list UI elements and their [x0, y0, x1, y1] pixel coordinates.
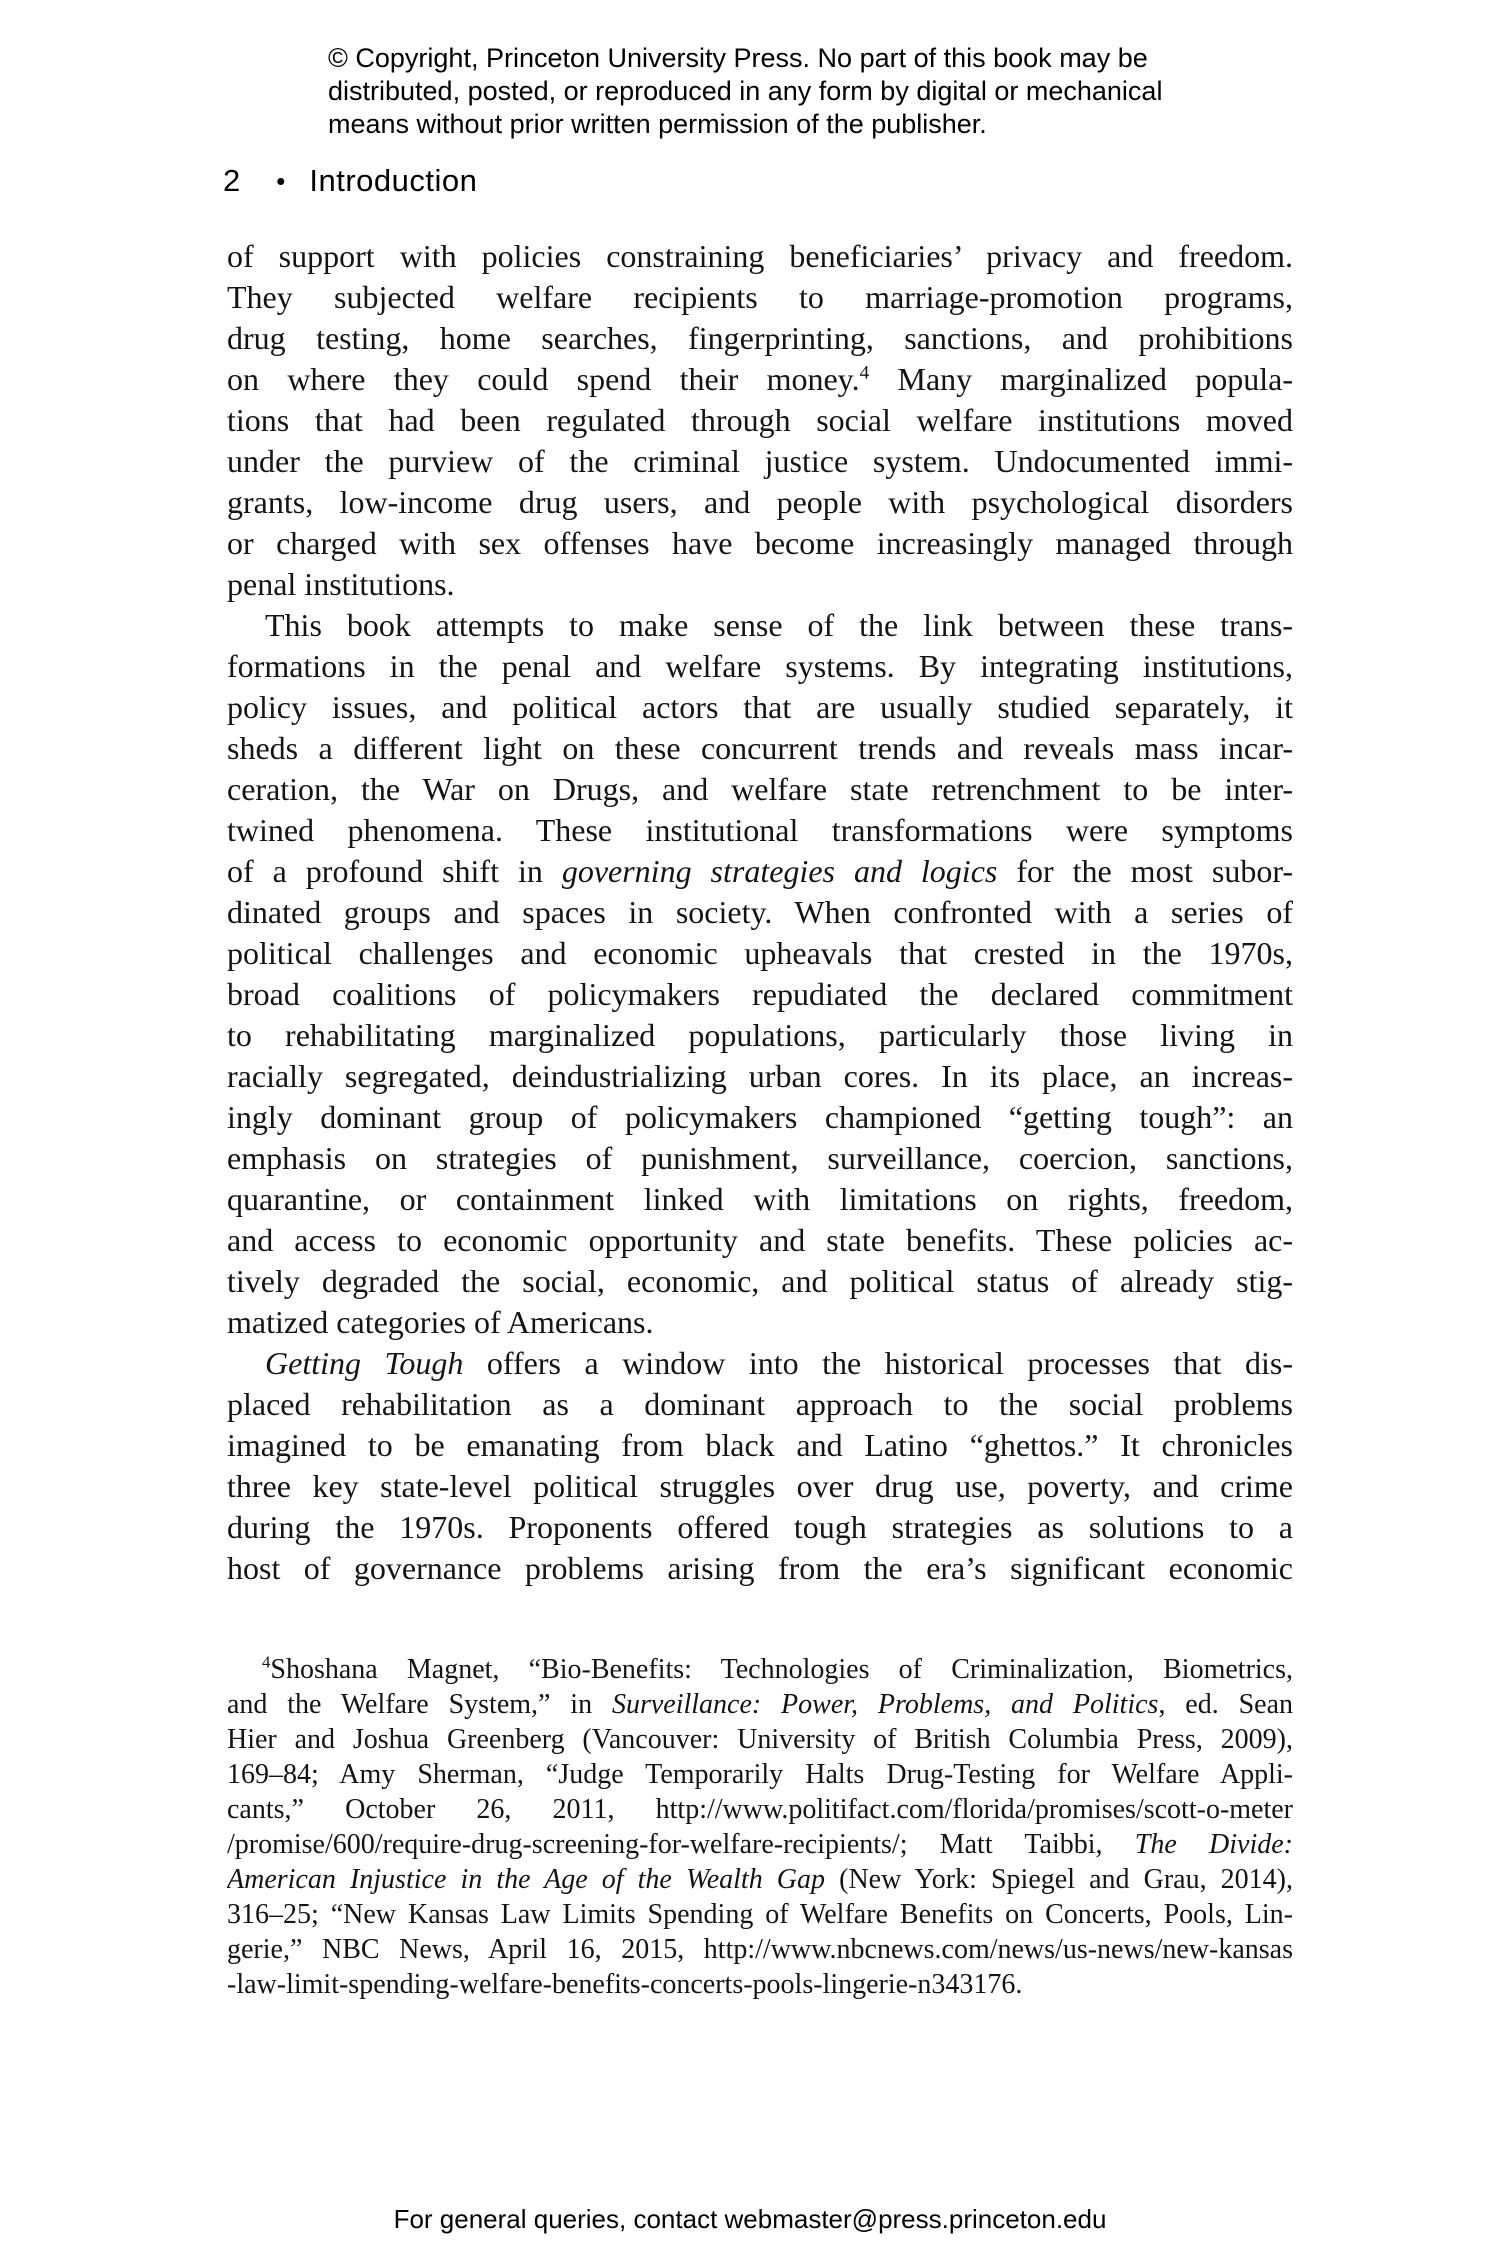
text-line: 316–25; “New Kansas Law Limits Spending of Welfare Benefits on Concerts, Pools, Lin-	[227, 1899, 1293, 1930]
text-line: emphasis on strategies of punishment, surveillance, coercion, sanctions,	[227, 1140, 1293, 1176]
text-line: on where they could spend their money.$^4$ Many marginalized popula-	[227, 361, 1293, 397]
text-line: racially segregated, deindustrializing urban cores. In its place, an increas-	[227, 1058, 1293, 1094]
section-title: Introduction	[309, 163, 478, 198]
text-line: This book attempts to make sense of the link between these trans-	[265, 607, 1293, 643]
text-line: under the purview of the criminal justice system. Undocumented immi-	[227, 443, 1293, 479]
text-line: ceration, the War on Drugs, and welfare state retrenchment to be inter-	[227, 771, 1293, 807]
text-line: placed rehabilitation as a dominant approach to the social problems	[227, 1386, 1293, 1422]
text-line: imagined to be emanating from black and Latino “ghettos.” It chronicles	[227, 1427, 1293, 1463]
text-line: matized categories of Americans.	[227, 1304, 654, 1340]
footnote-reference: 4	[262, 1652, 271, 1672]
text-line: /promise/600/require-drug-screening-for-welfare-recipients/; Matt Taibbi, The Divide:	[227, 1829, 1293, 1860]
text-line: 169–84; Amy Sherman, “Judge Temporarily Halts Drug-Testing for Welfare Appli-	[227, 1759, 1293, 1790]
text-line: ingly dominant group of policymakers championed “getting tough”: an	[227, 1099, 1293, 1135]
text-line: American Injustice in the Age of the Wealth Gap (New York: Spiegel and Grau, 2014),	[227, 1864, 1293, 1895]
text-line: or charged with sex offenses have become increasingly managed through	[227, 525, 1293, 561]
text-line: three key state-level political struggles over drug use, poverty, and crime	[227, 1468, 1293, 1504]
text-line: host of governance problems arising from the era’s significant economic	[227, 1550, 1293, 1586]
footnote-reference: 4	[859, 362, 870, 384]
copyright-line: means without prior written permission of the publisher.	[328, 109, 987, 139]
text-line: of a profound shift in governing strategies and logics for the most subor-	[227, 853, 1293, 889]
text-line: tively degraded the social, economic, and political status of already stig-	[227, 1263, 1293, 1299]
separator-bullet-icon: •	[276, 166, 286, 196]
body-text	[227, 236, 1293, 1589]
text-line: grants, low-income drug users, and people with psychological disorders	[227, 484, 1293, 520]
text-line: of support with policies constraining beneficiaries’ privacy and freedom.	[227, 238, 1293, 274]
text-line: sheds a different light on these concurrent trends and reveals mass incar-	[227, 730, 1293, 766]
footnote-4	[227, 1652, 1293, 2002]
text-line: political challenges and economic upheavals that crested in the 1970s,	[227, 935, 1293, 971]
paragraph-3	[227, 1343, 1293, 1589]
text-line: penal institutions.	[227, 566, 455, 602]
text-line: policy issues, and political actors that are usually studied separately, it	[227, 689, 1293, 725]
copyright-line: © Copyright, Princeton University Press. No part of this book may be	[328, 43, 1148, 73]
text-line: gerie,” NBC News, April 16, 2015, http://www.nbcnews.com/news/us-news/new-kansas	[227, 1934, 1293, 1965]
text-line: to rehabilitating marginalized populations, particularly those living in	[227, 1017, 1293, 1053]
text-line: tions that had been regulated through social welfare institutions moved	[227, 402, 1293, 438]
text-line: twined phenomena. These institutional transformations were symptoms	[227, 812, 1293, 848]
text-line: formations in the penal and welfare systems. By integrating institutions,	[227, 648, 1293, 684]
footer-contact: For general queries, contact webmaster@press.princeton.edu	[393, 2204, 1107, 2234]
text-line: Getting Tough offers a window into the historical processes that dis-	[265, 1345, 1293, 1381]
paragraph-2	[227, 605, 1293, 1343]
text-line: during the 1970s. Proponents offered tough strategies as solutions to a	[227, 1509, 1293, 1545]
text-line: and the Welfare System,” in Surveillance: Power, Problems, and Politics, ed. Sean	[227, 1689, 1293, 1720]
text-line: Hier and Joshua Greenberg (Vancouver: University of British Columbia Press, 2009),	[227, 1724, 1293, 1755]
text-line: -law-limit-spending-welfare-benefits-concerts-pools-lingerie-n343176.	[227, 1969, 1023, 2000]
text-line: $^4$Shoshana Magnet, “Bio-Benefits: Technologies of Criminalization, Biometrics,	[262, 1652, 1293, 1685]
text-line: dinated groups and spaces in society. When confronted with a series of	[227, 894, 1293, 930]
copyright-notice	[328, 42, 1162, 141]
text-line: and access to economic opportunity and state benefits. These policies ac-	[227, 1222, 1293, 1258]
running-header	[223, 163, 477, 199]
page-number: 2	[223, 163, 241, 198]
copyright-line: distributed, posted, or reproduced in any form by digital or mechanical	[328, 76, 1163, 106]
text-line: quarantine, or containment linked with limitations on rights, freedom,	[227, 1181, 1293, 1217]
text-line: They subjected welfare recipients to marriage-promotion programs,	[227, 279, 1293, 315]
text-line: cants,” October 26, 2011, http://www.politifact.com/florida/promises/scott-o-meter	[227, 1794, 1293, 1825]
paragraph-1	[227, 236, 1293, 605]
text-line: broad coalitions of policymakers repudiated the declared commitment	[227, 976, 1293, 1012]
text-line: drug testing, home searches, fingerprinting, sanctions, and prohibitions	[227, 320, 1293, 356]
